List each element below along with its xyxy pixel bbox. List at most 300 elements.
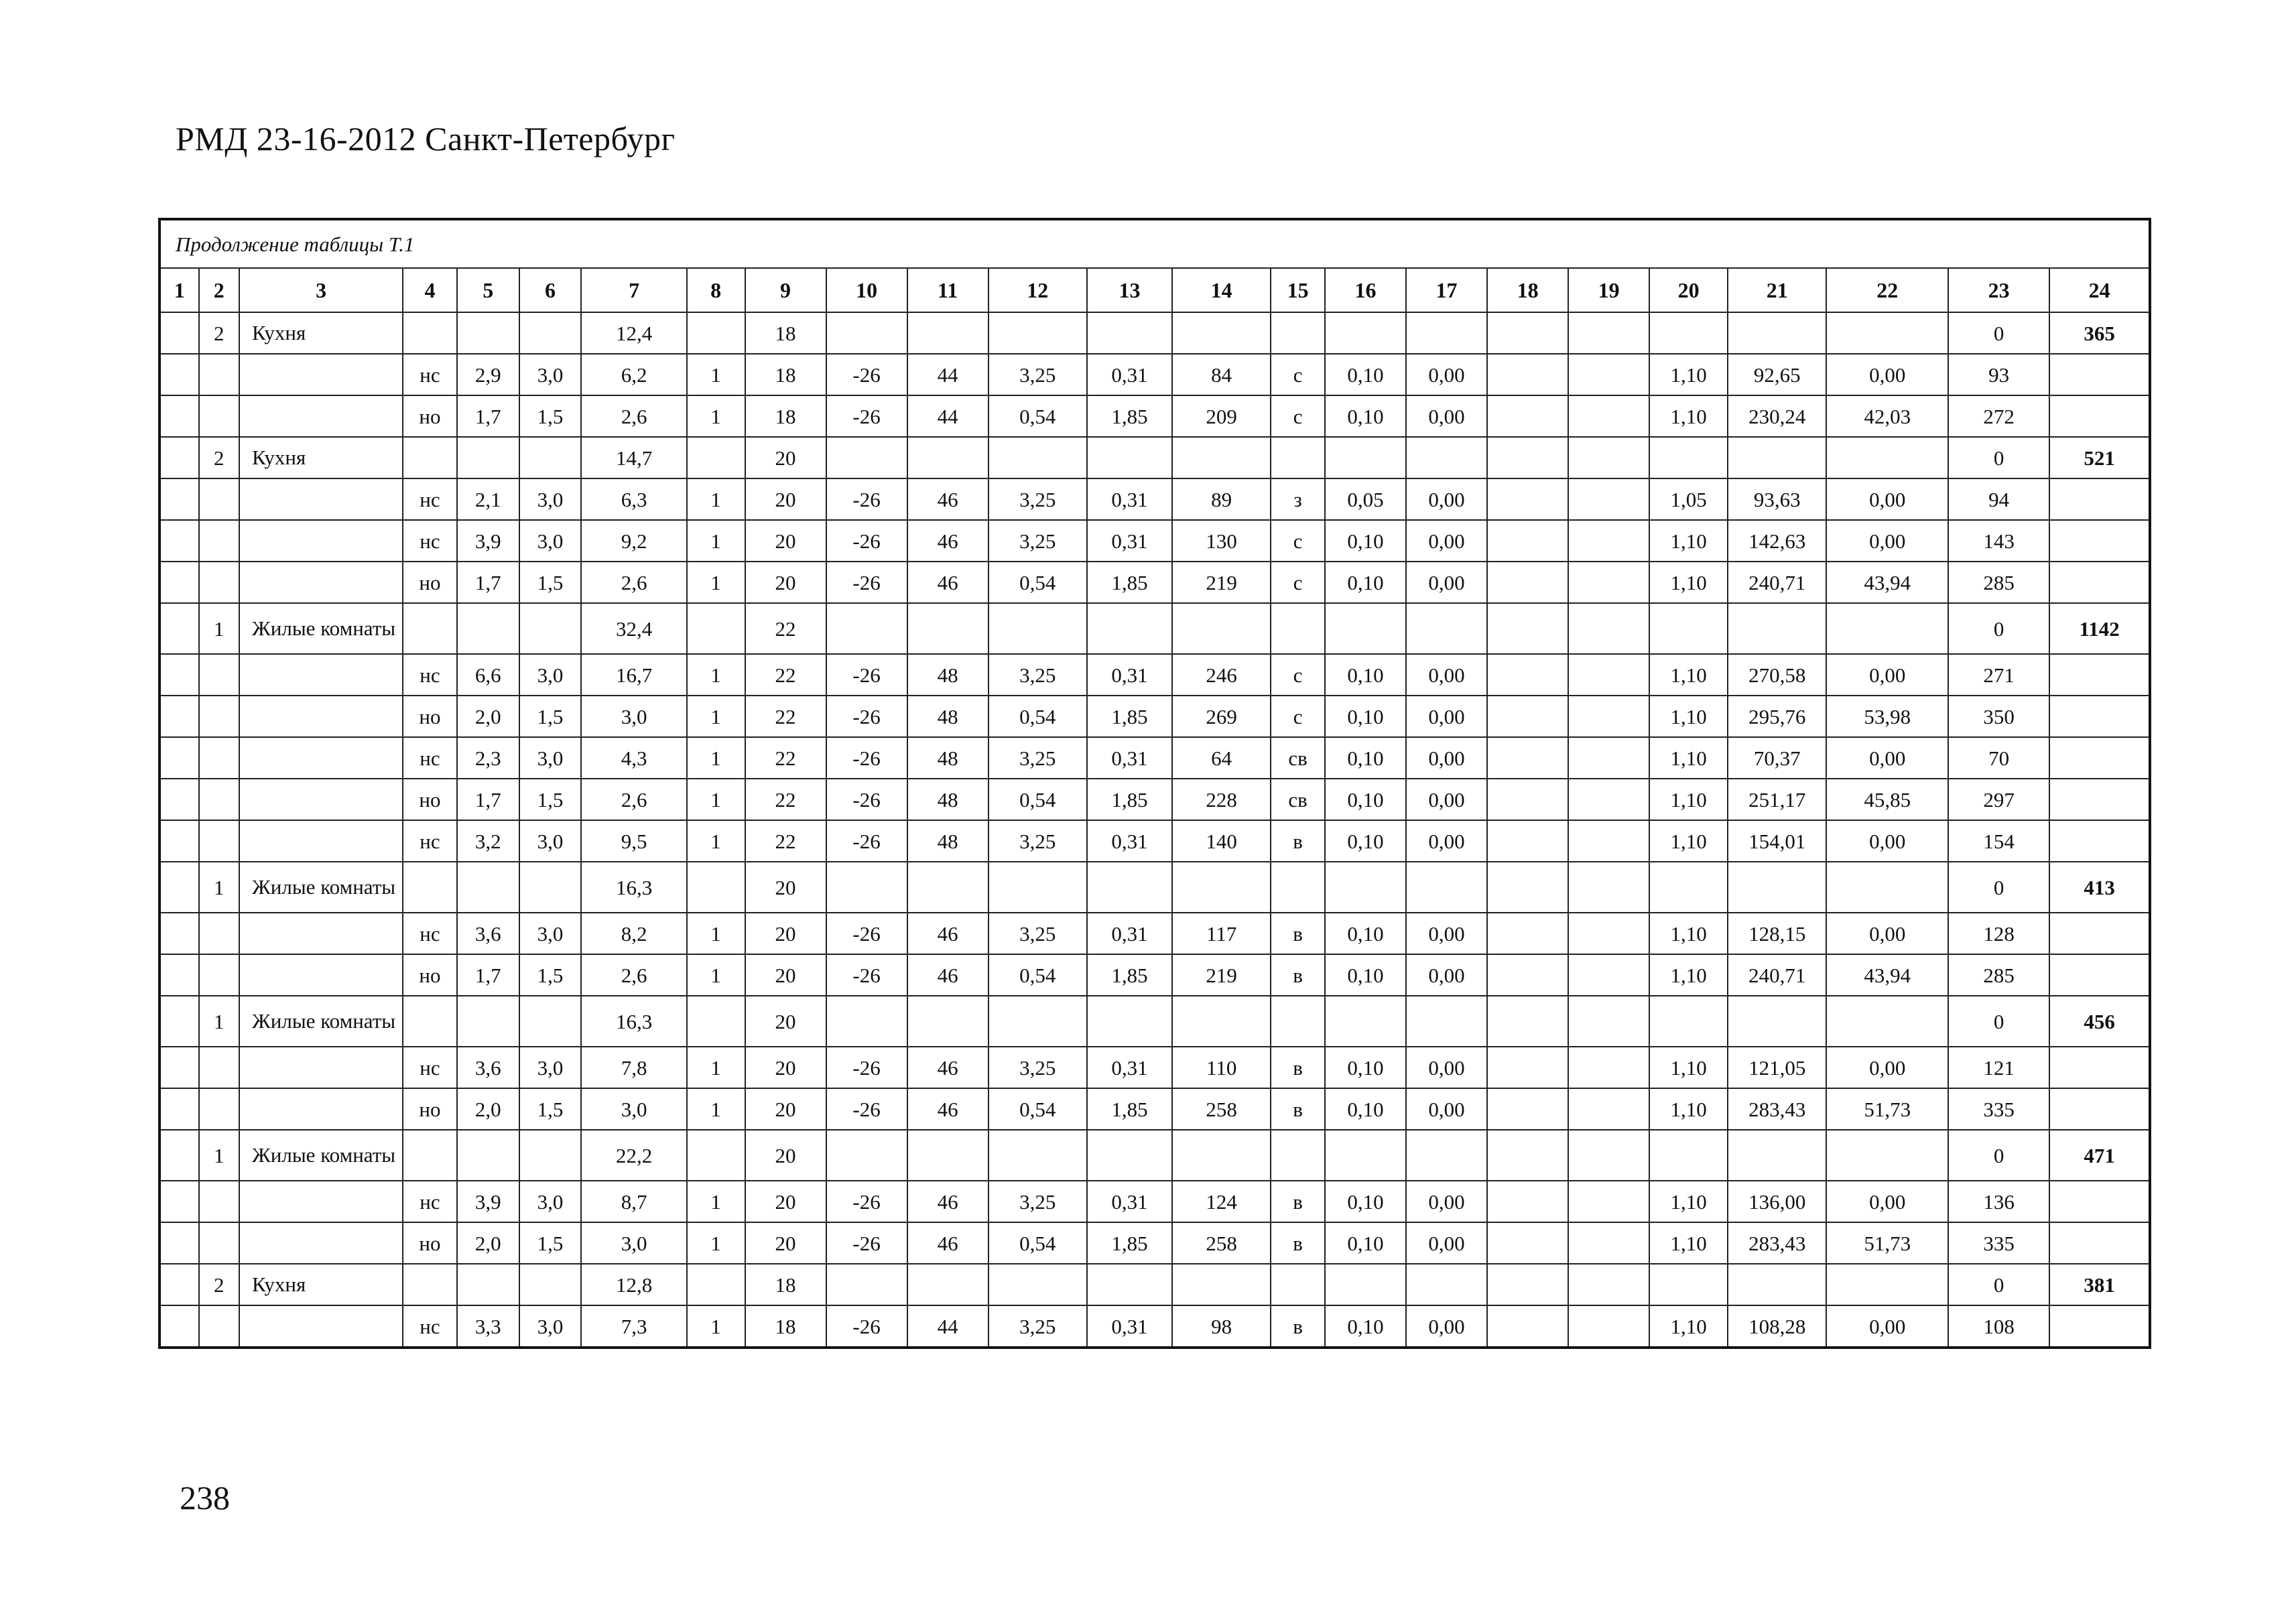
table-cell — [160, 996, 199, 1047]
table-cell: 0,10 — [1325, 395, 1406, 437]
table-cell: 297 — [1948, 779, 2049, 820]
table-cell: 3,25 — [988, 478, 1087, 520]
table-cell: 0,31 — [1087, 354, 1172, 395]
table-cell — [907, 312, 988, 354]
table-cell: 8,2 — [581, 913, 686, 954]
table-cell: 1,10 — [1649, 520, 1728, 562]
table-cell: 110 — [1172, 1047, 1271, 1088]
table-cell — [1325, 603, 1406, 654]
room-total-cell: 1142 — [2049, 603, 2150, 654]
table-cell — [1172, 862, 1271, 913]
table-cell: 0,00 — [1406, 395, 1487, 437]
table-cell: 18 — [745, 395, 826, 437]
table-cell: 295,76 — [1728, 696, 1826, 737]
table-cell: 48 — [907, 779, 988, 820]
table-cell — [1568, 996, 1649, 1047]
table-row — [160, 562, 2150, 603]
table-row — [160, 654, 2150, 696]
table-cell: 1 — [687, 1181, 745, 1222]
table-row — [160, 1222, 2150, 1264]
table-cell — [826, 996, 907, 1047]
table-cell — [1087, 1130, 1172, 1181]
table-cell — [1568, 737, 1649, 779]
table-cell: 1 — [687, 354, 745, 395]
table-cell — [1271, 437, 1325, 478]
table-cell: 1 — [687, 696, 745, 737]
table-cell: 1,5 — [519, 1088, 582, 1130]
table-cell — [160, 820, 199, 862]
table-cell: 22 — [745, 696, 826, 737]
table-cell: 51,73 — [1826, 1222, 1948, 1264]
table-cell: -26 — [826, 1222, 907, 1264]
table-cell: 2 — [199, 312, 240, 354]
table-cell: в — [1271, 820, 1325, 862]
table-cell: 0,54 — [988, 395, 1087, 437]
table-cell — [1406, 603, 1487, 654]
table-cell: 0,00 — [1406, 1181, 1487, 1222]
table-cell: но — [403, 954, 457, 996]
room-name-cell: Жилые комнаты — [239, 862, 403, 913]
table-cell — [1826, 437, 1948, 478]
table-cell: 136 — [1948, 1181, 2049, 1222]
table-cell — [403, 312, 457, 354]
table-cell — [1728, 437, 1826, 478]
table-cell — [907, 1130, 988, 1181]
table-cell: 0,54 — [988, 1222, 1087, 1264]
table-cell: 0,31 — [1087, 478, 1172, 520]
table-cell: 51,73 — [1826, 1088, 1948, 1130]
table-cell — [907, 437, 988, 478]
table-cell — [1568, 1222, 1649, 1264]
table-cell: -26 — [826, 562, 907, 603]
table-cell — [1487, 696, 1568, 737]
table-cell: 20 — [745, 1222, 826, 1264]
table-cell: 1,7 — [457, 954, 519, 996]
table-cell: 1,10 — [1649, 1222, 1728, 1264]
table-cell — [403, 862, 457, 913]
room-total-cell: 456 — [2049, 996, 2150, 1047]
table-cell: 0,00 — [1406, 737, 1487, 779]
table-cell: 0,10 — [1325, 562, 1406, 603]
table-cell: 3,0 — [519, 520, 582, 562]
table-cell: 3,25 — [988, 1181, 1087, 1222]
table-cell: 0,10 — [1325, 820, 1406, 862]
table-cell — [1325, 1264, 1406, 1305]
table-cell — [199, 737, 240, 779]
table-cell: 1,10 — [1649, 696, 1728, 737]
table-cell: 1 — [687, 562, 745, 603]
table-cell: 142,63 — [1728, 520, 1826, 562]
column-number-cell: 12 — [988, 268, 1087, 312]
table-cell: 1 — [687, 954, 745, 996]
table-cell — [160, 395, 199, 437]
table-cell: 2,3 — [457, 737, 519, 779]
table-cell: 0,00 — [1406, 562, 1487, 603]
table-cell: 0,00 — [1826, 354, 1948, 395]
room-total-cell — [2049, 1088, 2150, 1130]
room-summary-row — [160, 1130, 2150, 1181]
table-cell — [1325, 312, 1406, 354]
table-cell — [1568, 1130, 1649, 1181]
room-total-cell — [2049, 654, 2150, 696]
table-cell: 53,98 — [1826, 696, 1948, 737]
room-name-cell — [239, 1047, 403, 1088]
room-name-cell — [239, 954, 403, 996]
table-cell: 8,7 — [581, 1181, 686, 1222]
table-cell — [687, 862, 745, 913]
table-cell — [199, 654, 240, 696]
table-cell: 1 — [199, 862, 240, 913]
table-cell — [199, 913, 240, 954]
table-row — [160, 1181, 2150, 1222]
table-cell: 1,10 — [1649, 954, 1728, 996]
table-cell — [1568, 1047, 1649, 1088]
room-name-cell: Жилые комнаты — [239, 1130, 403, 1181]
table-cell: 1 — [687, 1222, 745, 1264]
table-cell: -26 — [826, 1181, 907, 1222]
table-cell — [1826, 1264, 1948, 1305]
room-total-cell — [2049, 354, 2150, 395]
column-number-cell: 11 — [907, 268, 988, 312]
table-cell — [1487, 862, 1568, 913]
table-cell — [1487, 1222, 1568, 1264]
table-cell: 3,25 — [988, 820, 1087, 862]
table-cell — [1728, 603, 1826, 654]
table-cell — [160, 737, 199, 779]
table-cell: 3,0 — [519, 478, 582, 520]
room-total-cell — [2049, 913, 2150, 954]
table-cell: 2,6 — [581, 954, 686, 996]
table-cell: 0,00 — [1406, 1088, 1487, 1130]
room-name-cell — [239, 737, 403, 779]
table-cell: 269 — [1172, 696, 1271, 737]
table-cell: 46 — [907, 1088, 988, 1130]
column-number-cell: 9 — [745, 268, 826, 312]
room-name-cell — [239, 1181, 403, 1222]
table-cell — [1826, 603, 1948, 654]
table-cell: 108 — [1948, 1305, 2049, 1348]
table-cell — [1271, 1130, 1325, 1181]
table-cell: 3,6 — [457, 913, 519, 954]
table-cell — [1487, 1130, 1568, 1181]
table-cell: 0,00 — [1406, 354, 1487, 395]
table-cell: 0,54 — [988, 954, 1087, 996]
table-cell — [457, 1130, 519, 1181]
table-cell: с — [1271, 654, 1325, 696]
table-cell: 0,00 — [1406, 696, 1487, 737]
table-cell: 228 — [1172, 779, 1271, 820]
table-cell: 0,00 — [1826, 913, 1948, 954]
table-cell: 7,8 — [581, 1047, 686, 1088]
table-cell: 18 — [745, 354, 826, 395]
table-cell — [1728, 312, 1826, 354]
table-cell — [687, 1264, 745, 1305]
table-cell — [907, 1264, 988, 1305]
table-cell — [457, 312, 519, 354]
table-cell: 0 — [1948, 862, 2049, 913]
table-cell: 0 — [1948, 603, 2049, 654]
table-cell: 0,00 — [1406, 1047, 1487, 1088]
room-total-cell: 413 — [2049, 862, 2150, 913]
table-cell — [1568, 913, 1649, 954]
table-cell: 2,0 — [457, 1088, 519, 1130]
table-cell — [988, 1130, 1087, 1181]
data-table — [158, 218, 2151, 1349]
table-cell: 20 — [745, 913, 826, 954]
table-cell: 124 — [1172, 1181, 1271, 1222]
table-cell — [1649, 862, 1728, 913]
table-cell — [199, 1222, 240, 1264]
table-cell: но — [403, 1222, 457, 1264]
table-cell: 46 — [907, 478, 988, 520]
table-cell: 20 — [745, 996, 826, 1047]
table-cell — [1271, 996, 1325, 1047]
table-cell — [1568, 654, 1649, 696]
table-cell: 22 — [745, 654, 826, 696]
table-caption: Продолжение таблицы Т.1 — [160, 219, 2150, 268]
table-cell — [1487, 562, 1568, 603]
table-cell — [457, 603, 519, 654]
table-cell: 18 — [745, 1264, 826, 1305]
table-cell — [160, 1088, 199, 1130]
column-number-cell: 1 — [160, 268, 199, 312]
table-cell: 1,7 — [457, 562, 519, 603]
room-name-cell — [239, 779, 403, 820]
table-cell: нс — [403, 1305, 457, 1348]
table-cell: 20 — [745, 562, 826, 603]
table-cell: 0,31 — [1087, 1305, 1172, 1348]
table-cell: 1,10 — [1649, 562, 1728, 603]
table-cell — [1325, 1130, 1406, 1181]
room-name-cell: Кухня — [239, 437, 403, 478]
room-total-cell — [2049, 520, 2150, 562]
room-summary-row — [160, 1264, 2150, 1305]
table-cell: с — [1271, 562, 1325, 603]
table-cell — [1568, 779, 1649, 820]
table-cell — [1487, 779, 1568, 820]
table-cell: 84 — [1172, 354, 1271, 395]
table-cell: 2 — [199, 1264, 240, 1305]
table-cell: 46 — [907, 520, 988, 562]
table-cell: 3,2 — [457, 820, 519, 862]
table-cell — [1568, 562, 1649, 603]
table-cell — [457, 862, 519, 913]
table-cell: 3,25 — [988, 913, 1087, 954]
table-cell: 285 — [1948, 954, 2049, 996]
table-cell — [988, 437, 1087, 478]
table-cell: 1 — [687, 395, 745, 437]
table-cell: 6,3 — [581, 478, 686, 520]
table-cell: 1 — [687, 779, 745, 820]
table-cell: 46 — [907, 1047, 988, 1088]
table-cell — [1649, 1264, 1728, 1305]
table-cell: 48 — [907, 696, 988, 737]
table-cell — [160, 779, 199, 820]
table-cell — [1172, 312, 1271, 354]
table-cell: 3,0 — [581, 696, 686, 737]
table-cell — [826, 1264, 907, 1305]
table-cell — [1568, 862, 1649, 913]
table-cell: св — [1271, 737, 1325, 779]
column-number-cell: 20 — [1649, 268, 1728, 312]
column-number-cell: 13 — [1087, 268, 1172, 312]
table-cell: 70,37 — [1728, 737, 1826, 779]
table-cell — [1568, 603, 1649, 654]
table-cell: 0 — [1948, 312, 2049, 354]
table-cell — [1087, 862, 1172, 913]
table-cell: 20 — [745, 1130, 826, 1181]
table-cell — [1826, 996, 1948, 1047]
table-cell: 246 — [1172, 654, 1271, 696]
table-cell — [160, 1264, 199, 1305]
table-row — [160, 1088, 2150, 1130]
table-cell: 46 — [907, 562, 988, 603]
table-row — [160, 737, 2150, 779]
table-cell — [907, 862, 988, 913]
table-cell: 20 — [745, 437, 826, 478]
table-cell: 258 — [1172, 1222, 1271, 1264]
column-number-cell: 5 — [457, 268, 519, 312]
table-cell: -26 — [826, 654, 907, 696]
table-cell — [160, 603, 199, 654]
table-cell: 0,00 — [1406, 520, 1487, 562]
table-cell: 240,71 — [1728, 954, 1826, 996]
table-cell: 143 — [1948, 520, 2049, 562]
table-row — [160, 354, 2150, 395]
table-cell: 154,01 — [1728, 820, 1826, 862]
table-cell: 92,65 — [1728, 354, 1826, 395]
table-cell — [1172, 1264, 1271, 1305]
table-cell: з — [1271, 478, 1325, 520]
table-cell — [826, 862, 907, 913]
table-cell — [1568, 820, 1649, 862]
table-cell: 335 — [1948, 1088, 2049, 1130]
table-cell: 2 — [199, 437, 240, 478]
table-cell: с — [1271, 395, 1325, 437]
table-cell — [687, 1130, 745, 1181]
table-cell: 46 — [907, 913, 988, 954]
table-cell — [1487, 820, 1568, 862]
table-cell: -26 — [826, 1088, 907, 1130]
table-cell — [519, 437, 582, 478]
table-cell: 0,31 — [1087, 913, 1172, 954]
table-cell: 1,7 — [457, 779, 519, 820]
room-name-cell: Кухня — [239, 1264, 403, 1305]
table-cell: 128,15 — [1728, 913, 1826, 954]
table-cell: -26 — [826, 913, 907, 954]
table-cell: 0,00 — [1826, 1181, 1948, 1222]
table-cell: 1,85 — [1087, 696, 1172, 737]
table-cell: 20 — [745, 520, 826, 562]
table-cell — [1087, 603, 1172, 654]
table-cell: 3,25 — [988, 737, 1087, 779]
table-cell — [1406, 996, 1487, 1047]
table-cell: нс — [403, 520, 457, 562]
table-row — [160, 1047, 2150, 1088]
table-cell — [1271, 1264, 1325, 1305]
table-cell: 272 — [1948, 395, 2049, 437]
table-cell: 1,85 — [1087, 954, 1172, 996]
table-cell — [199, 354, 240, 395]
table-cell: 89 — [1172, 478, 1271, 520]
table-cell: 0,10 — [1325, 520, 1406, 562]
room-name-cell — [239, 1222, 403, 1264]
column-number-cell: 24 — [2049, 268, 2150, 312]
table-cell: 22 — [745, 603, 826, 654]
table-cell: 1 — [687, 1305, 745, 1348]
room-total-cell: 365 — [2049, 312, 2150, 354]
table-cell: 108,28 — [1728, 1305, 1826, 1348]
table-cell: 42,03 — [1826, 395, 1948, 437]
table-cell: 98 — [1172, 1305, 1271, 1348]
table-cell: 4,3 — [581, 737, 686, 779]
table-cell: 32,4 — [581, 603, 686, 654]
table-cell: 18 — [745, 1305, 826, 1348]
table-cell: 14,7 — [581, 437, 686, 478]
table-cell — [1728, 996, 1826, 1047]
table-cell: 1,05 — [1649, 478, 1728, 520]
table-cell: 0,10 — [1325, 913, 1406, 954]
room-total-cell: 471 — [2049, 1130, 2150, 1181]
table-cell: 117 — [1172, 913, 1271, 954]
table-cell: 1,10 — [1649, 737, 1728, 779]
table-cell — [199, 478, 240, 520]
table-cell — [160, 862, 199, 913]
room-name-cell — [239, 696, 403, 737]
table-cell: св — [1271, 779, 1325, 820]
table-cell: 3,0 — [519, 820, 582, 862]
table-cell — [199, 1181, 240, 1222]
table-cell: 0,10 — [1325, 954, 1406, 996]
table-cell: 3,9 — [457, 1181, 519, 1222]
table-cell: 48 — [907, 737, 988, 779]
room-total-cell — [2049, 478, 2150, 520]
table-cell — [403, 603, 457, 654]
column-number-cell: 23 — [1948, 268, 2049, 312]
table-row — [160, 696, 2150, 737]
table-cell — [403, 1264, 457, 1305]
table-cell — [457, 1264, 519, 1305]
table-cell: 2,0 — [457, 1222, 519, 1264]
table-cell: 121 — [1948, 1047, 2049, 1088]
table-cell: 1,10 — [1649, 1305, 1728, 1348]
table-cell: 219 — [1172, 954, 1271, 996]
table-cell — [988, 862, 1087, 913]
table-cell — [1568, 354, 1649, 395]
table-cell — [1826, 312, 1948, 354]
table-cell — [160, 354, 199, 395]
table-cell — [1487, 996, 1568, 1047]
column-number-cell: 6 — [519, 268, 582, 312]
table-cell: 0,10 — [1325, 1222, 1406, 1264]
table-row — [160, 520, 2150, 562]
table-cell: 1,5 — [519, 395, 582, 437]
table-cell: 0,10 — [1325, 1181, 1406, 1222]
table-cell: 1,85 — [1087, 1222, 1172, 1264]
table-cell: 1,10 — [1649, 779, 1728, 820]
column-number-cell: 7 — [581, 268, 686, 312]
room-name-cell — [239, 1088, 403, 1130]
table-cell: 0,10 — [1325, 1305, 1406, 1348]
table-cell: 16,3 — [581, 862, 686, 913]
table-cell: 0,00 — [1406, 913, 1487, 954]
column-number-cell: 19 — [1568, 268, 1649, 312]
table-cell — [1406, 437, 1487, 478]
table-cell: 0,31 — [1087, 654, 1172, 696]
room-name-cell — [239, 820, 403, 862]
table-cell: 1,85 — [1087, 562, 1172, 603]
table-cell: 3,0 — [519, 913, 582, 954]
